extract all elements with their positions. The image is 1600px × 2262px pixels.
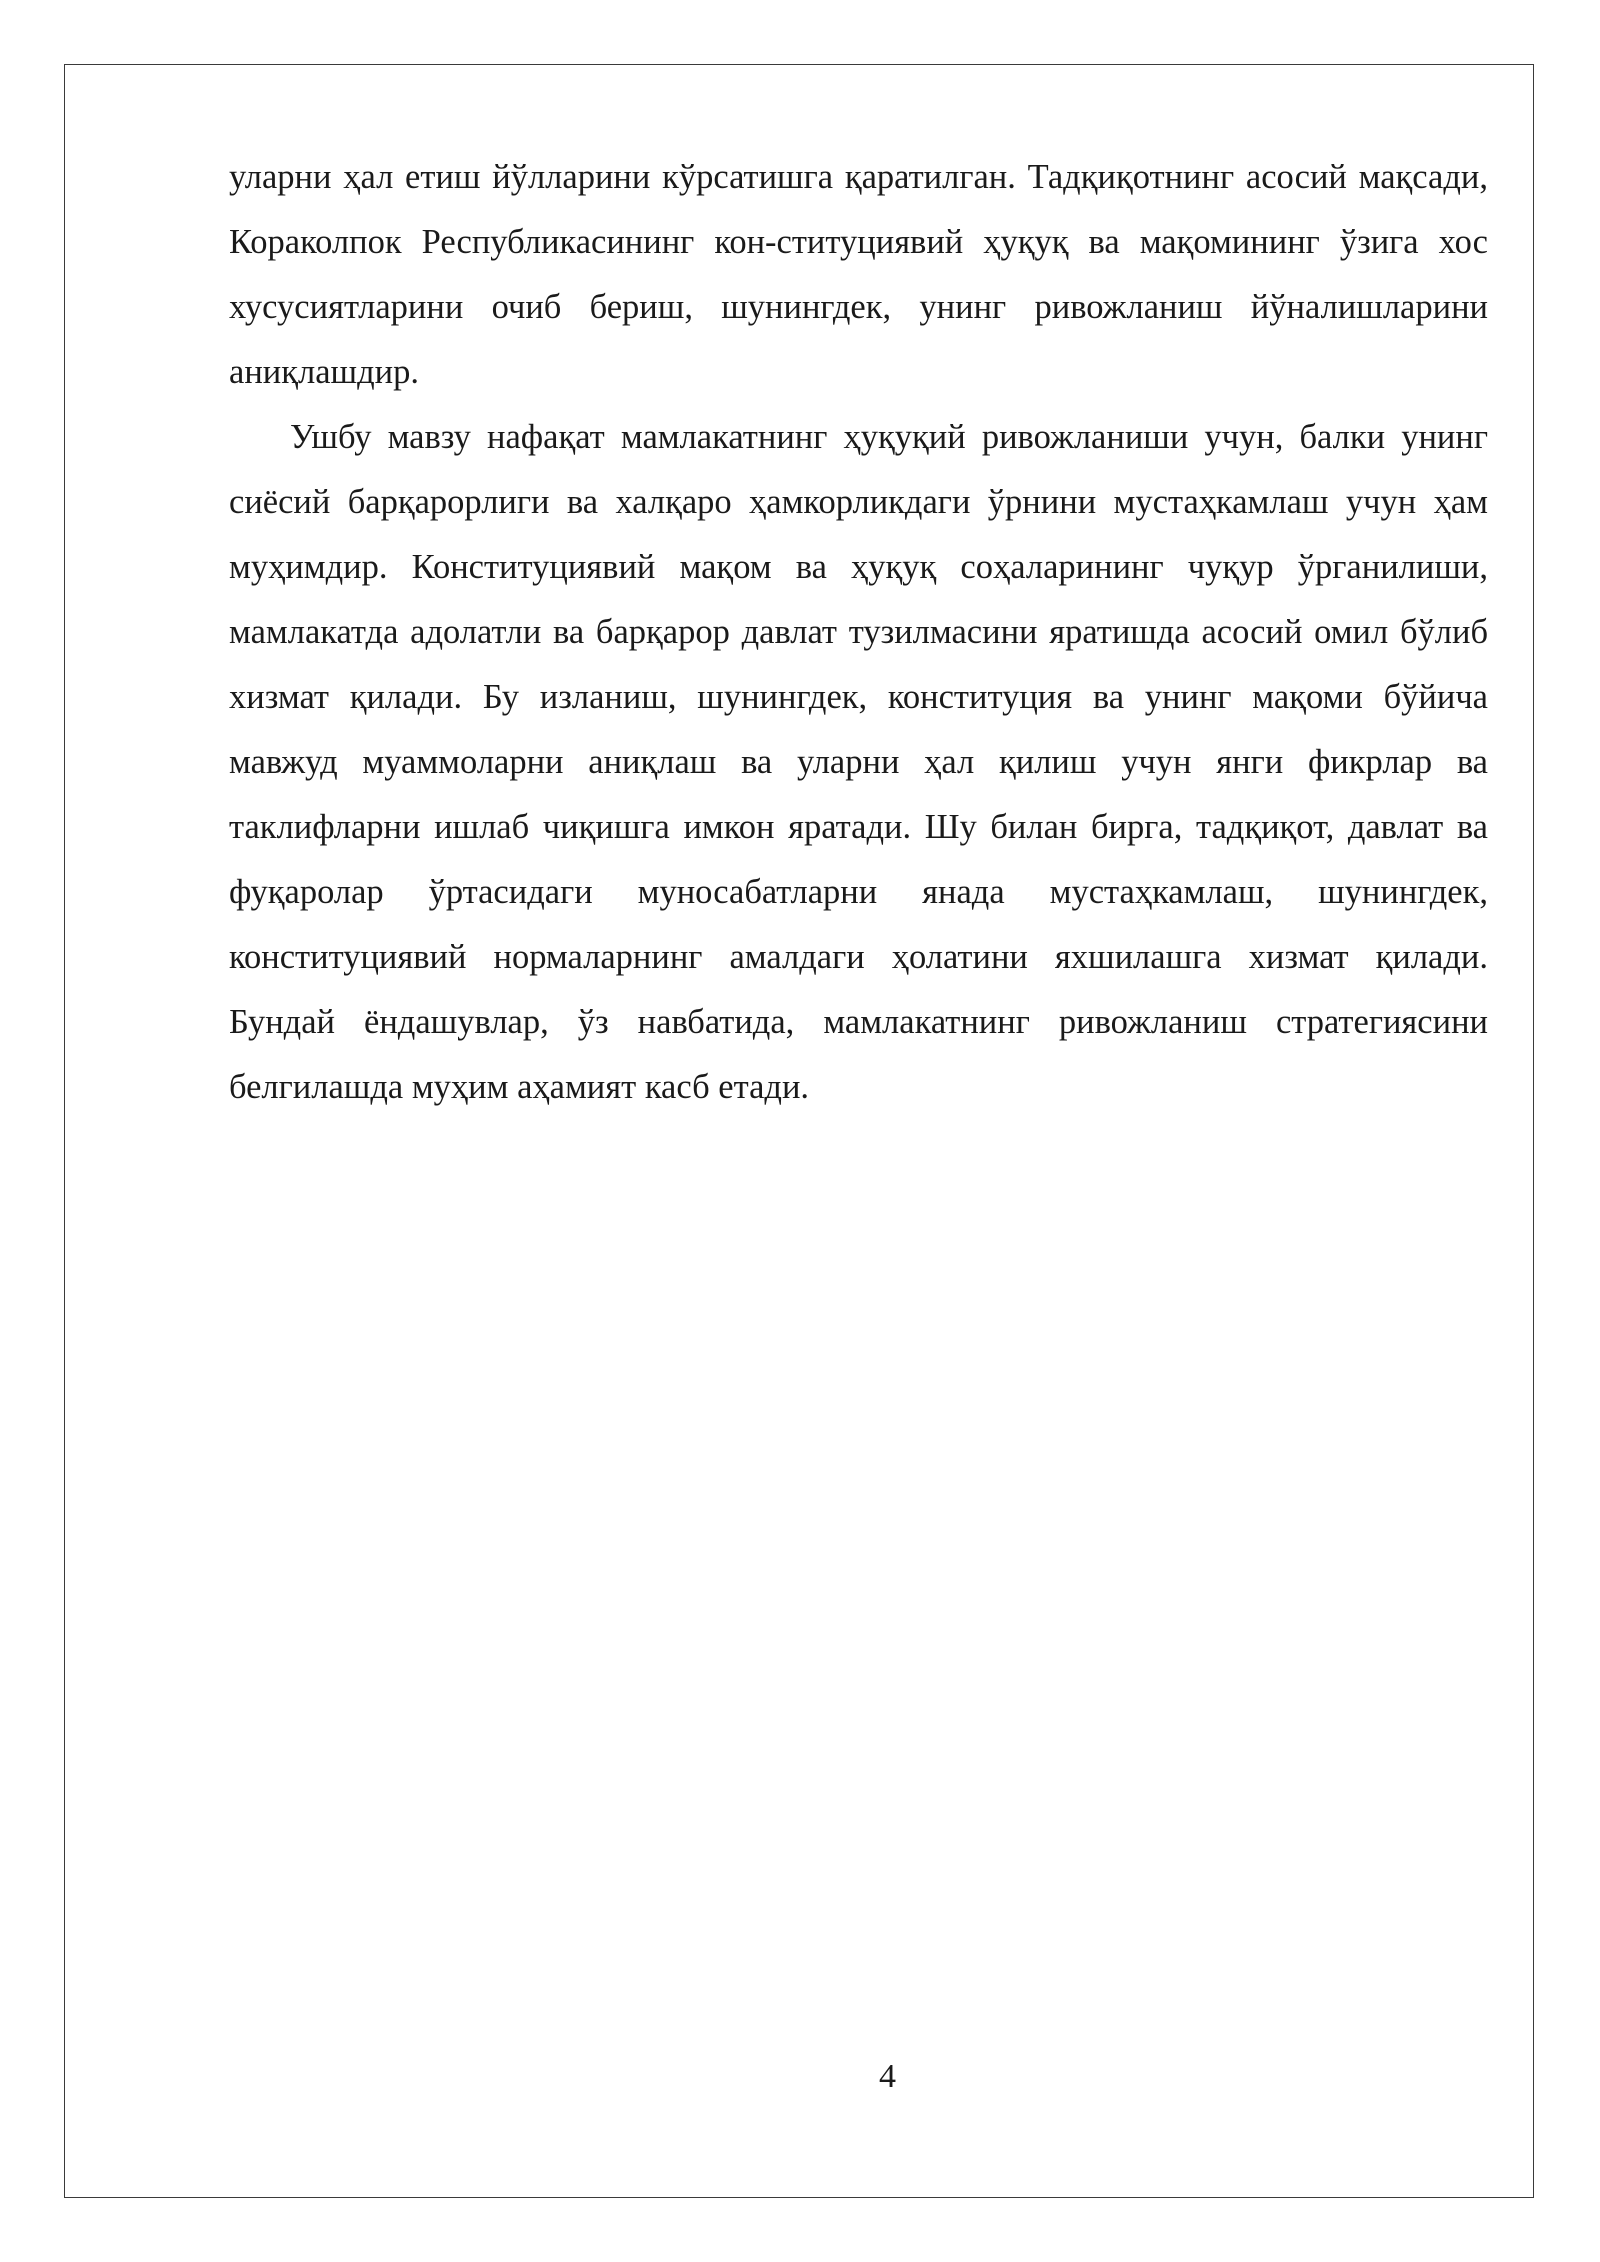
paragraph-significance: Ушбу мавзу нафақат мамлакатнинг ҳуқуқий ривожланиши учун, балки унинг сиёсий барқарорлиги ва халқаро ҳамкорликдаги ўрнини мустаҳкамлаш учун ҳам муҳимдир. Конституциявий мақом ва ҳуқуқ соҳаларининг чуқур ўрганилиши, мамлакатда адолатли ва барқарор давлат тузилмасини яратишда асосий омил бўлиб хизмат қилади. Бу изланиш, шунингдек, конституция ва унинг мақоми бўйича мавжуд муаммоларни аниқлаш ва уларни ҳал қилиш учун янги фикрлар ва таклифларни ишлаб чиқишга имкон яратади. Шу билан бирга, тадқиқот, давлат ва фуқаролар ўртасидаги муносабатларни янада мустаҳкамлаш, шунингдек, конституциявий нормаларнинг амалдаги ҳолатини яхшилашга хизмат қилади. Бундай ёндашувлар, ўз навбатида, мамлакатнинг ривожланиш стратегиясини белгилашда муҳим аҳамият касб етади.: [229, 418, 1488, 1106]
document-body: [229, 145, 1488, 1120]
paragraph-continuation: уларни ҳал етиш йўлларини кўрсатишга қаратилган. Тадқиқотнинг асосий мақсади, Кораколпок Республикасининг кон-ституциявий ҳуқуқ ва мақомининг ўзига хос хусусиятларини очиб бериш, шунингдек, унинг ривожланиш йўналишларини аниқлашдир.: [229, 158, 1488, 391]
page-number: 4: [879, 2058, 896, 2095]
